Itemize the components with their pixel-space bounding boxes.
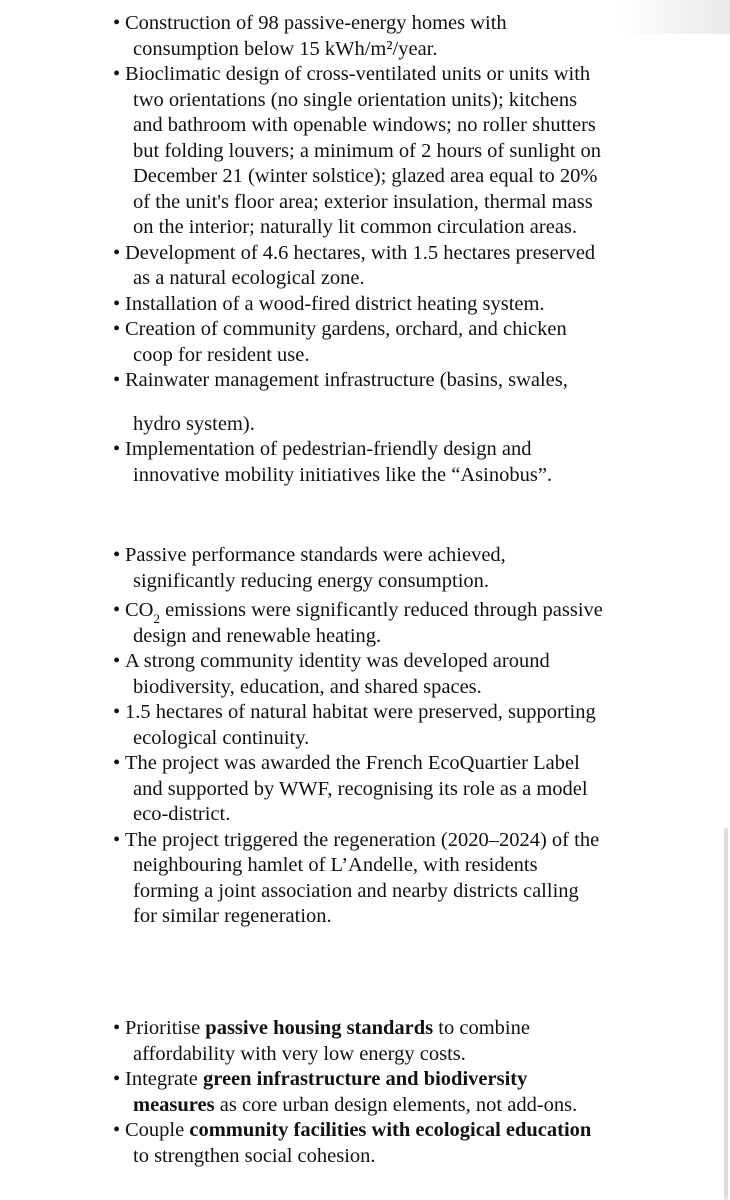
bullet-icon: • [113,752,121,774]
item-line: Development of 4.6 hectares, with 1.5 hectares preserved [125,241,596,264]
item-line: Passive performance standards were achieved, [125,544,506,566]
item-line: Implementation of pedestrian-friendly design and [125,438,532,460]
item-line: innovative mobility initiatives like the “Asinobus”. [133,463,553,486]
list-item [0,543,680,594]
item-line: 1.5 hectares of natural habitat were preserved, supporting [125,701,596,723]
item-line [125,1067,680,1093]
item-line: for similar regeneration. [133,905,332,927]
item-line [125,598,680,624]
item-text: Couple [125,1119,190,1141]
item-line: ecological continuity. [133,726,310,749]
item-line [133,1093,680,1119]
item-text: as core urban design elements, not add-ons. [214,1093,578,1116]
bullet-icon: • [113,241,121,264]
bullet-icon: • [113,701,121,723]
item-line: on the interior; naturally lit common circulation areas. [133,216,578,238]
outcomes-list [0,543,680,930]
item-bold-text: green infrastructure and biodiversity [202,1068,528,1090]
list-item [0,1118,680,1169]
item-line: Installation of a wood-fired district heating system. [125,292,545,315]
list-item [0,700,680,751]
list-item [0,317,680,368]
list-item [0,1067,680,1118]
item-line: coop for resident use. [133,343,310,366]
bullet-icon: • [113,828,121,851]
list-item [0,649,680,700]
implementation-list [0,11,680,488]
list-item [0,828,680,930]
list-item [0,1016,680,1067]
item-line: The project triggered the regeneration (2020–2024) of the [125,828,600,851]
item-line: significantly reducing energy consumption. [133,569,490,592]
recommendations-list [0,1016,680,1169]
bullet-icon: • [113,1119,121,1141]
item-line: hydro system). [133,412,255,435]
item-text: to combine [433,1017,530,1039]
bullet-icon: • [113,650,121,672]
item-line: The project was awarded the French EcoQuartier Label [125,752,580,774]
item-line: December 21 (winter solstice); glazed area equal to 20% [133,165,598,187]
item-text: Integrate [125,1068,203,1090]
item-bold-text: measures [133,1093,215,1116]
item-line: as a natural ecological zone. [133,267,365,289]
list-item [0,437,680,488]
item-line: but folding louvers; a minimum of 2 hours of sunlight on [133,139,602,162]
list-item [0,241,680,292]
item-line: Construction of 98 passive-energy homes with [125,12,507,34]
item-text: Prioritise [125,1017,206,1039]
item-line: Creation of community gardens, orchard, and chicken [125,318,567,340]
bullet-icon: • [113,12,121,34]
bullet-icon: • [113,438,121,460]
item-line: biodiversity, education, and shared spaces. [133,675,482,698]
list-item [0,751,680,828]
item-line: Bioclimatic design of cross-ventilated units or units with [125,63,591,85]
item-line: forming a joint association and nearby districts calling [133,879,579,902]
item-line: Rainwater management infrastructure (basins, swales, [125,369,568,391]
item-line [125,1016,680,1042]
item-line: neighbouring hamlet of L’Andelle, with residents [133,854,538,876]
item-bold-text: passive housing standards [205,1017,434,1039]
list-item [0,11,680,62]
item-line: and bathroom with openable windows; no roller shutters [133,114,596,136]
co2-text: CO [125,599,154,621]
item-bold-text: community facilities with ecological education [189,1119,592,1141]
bullet-icon: • [113,599,121,621]
bullet-icon: • [113,292,121,315]
item-line: affordability with very low energy costs. [133,1042,466,1065]
item-line: two orientations (no single orientation units); kitchens [133,88,578,111]
item-line: A strong community identity was developed around [125,650,550,672]
item-line: and supported by WWF, recognising its role as a model [133,777,588,800]
item-line: eco-district. [133,803,231,825]
list-item [0,598,680,649]
item-line: consumption below 15 kWh/m²/year. [133,37,438,60]
bullet-icon: • [113,63,121,85]
bullet-icon: • [113,1017,121,1039]
co2-subscript: 2 [153,611,160,626]
list-item [0,368,680,437]
bullet-icon: • [113,544,121,566]
bullet-icon: • [113,369,121,391]
list-item [0,62,680,241]
item-line: of the unit's floor area; exterior insulation, thermal mass [133,190,593,213]
item-text: emissions were significantly reduced through passive [159,599,603,621]
item-line [125,1118,680,1144]
list-item [0,292,680,318]
scrollbar-thumb[interactable] [724,828,728,1200]
bullet-icon: • [113,1068,121,1090]
item-line: to strengthen social cohesion. [133,1144,376,1167]
bullet-icon: • [113,318,121,340]
item-line: design and renewable heating. [133,624,382,647]
